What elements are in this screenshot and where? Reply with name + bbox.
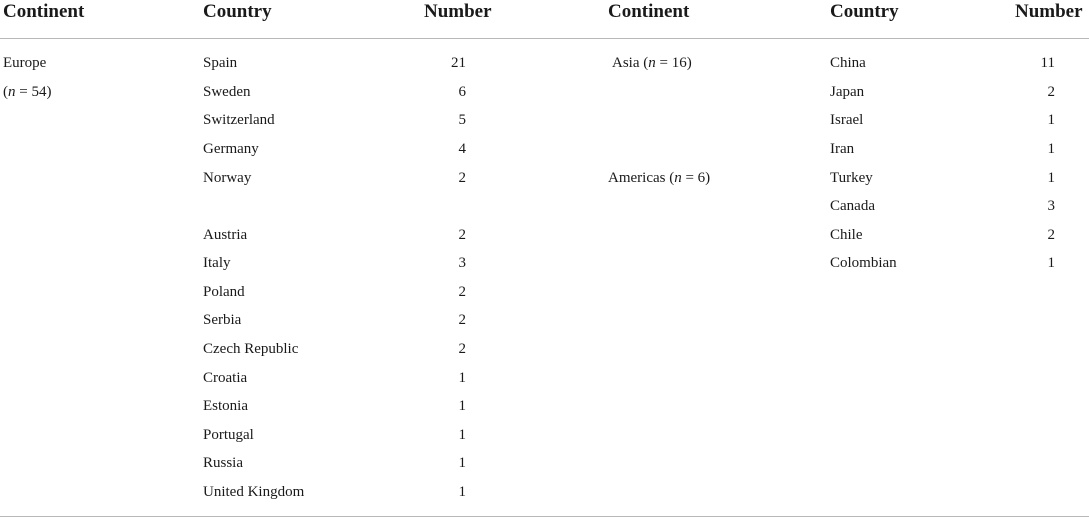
country-cell: Austria [203, 227, 248, 243]
number-cell: 2 [1047, 227, 1055, 243]
number-cell: 21 [451, 55, 466, 71]
country-cell: Spain [203, 55, 238, 71]
country-cell: United Kingdom [203, 484, 305, 500]
number-cell: 1 [458, 427, 466, 443]
country-cell: Israel [830, 112, 864, 128]
number-cell: 1 [458, 398, 466, 414]
continent-europe-count: (n = 54) [3, 84, 52, 100]
country-cell: Serbia [203, 312, 242, 328]
number-cell: 5 [458, 112, 466, 128]
country-cell: Russia [203, 455, 244, 471]
count-value: 54 [31, 84, 47, 100]
continent-europe: Europe [3, 55, 47, 71]
number-cell: 4 [458, 141, 466, 157]
country-cell: Portugal [203, 427, 254, 443]
number-cell: 1 [458, 370, 466, 386]
header-country-left: Country [203, 1, 272, 22]
number-cell: 2 [458, 284, 466, 300]
number-cell: 3 [1047, 198, 1055, 214]
number-cell: 1 [458, 455, 466, 471]
country-cell: Canada [830, 198, 875, 214]
count-variable: n [8, 84, 16, 100]
count-value: = 6) [685, 170, 711, 186]
number-cell: 2 [458, 312, 466, 328]
country-cell: Turkey [830, 170, 873, 186]
number-cell: 2 [458, 170, 466, 186]
continent-americas-label: Americas ( [608, 170, 675, 186]
country-cell: Japan [830, 84, 865, 100]
count-variable: n [674, 170, 682, 186]
country-cell: Chile [830, 227, 863, 243]
country-cell: Estonia [203, 398, 248, 414]
table-bottom-rule [0, 516, 1089, 517]
number-cell: 2 [1047, 84, 1055, 100]
number-cell: 1 [1047, 141, 1055, 157]
number-cell: 2 [458, 341, 466, 357]
country-cell: Croatia [203, 370, 248, 386]
number-cell: 1 [1047, 112, 1055, 128]
country-cell: Switzerland [203, 112, 275, 128]
country-cell: Colombian [830, 255, 897, 271]
country-cell: Poland [203, 284, 245, 300]
continent-asia [612, 54, 692, 72]
header-number-left: Number [424, 1, 492, 22]
number-cell: 1 [1047, 255, 1055, 271]
country-cell: Norway [203, 170, 252, 186]
country-cell: Germany [203, 141, 259, 157]
continent-asia-label: Asia ( [612, 55, 649, 71]
number-cell: 6 [458, 84, 466, 100]
header-continent-left: Continent [3, 1, 85, 22]
number-cell: 3 [458, 255, 466, 271]
count-variable: n [648, 55, 656, 71]
country-cell: Italy [203, 255, 231, 271]
header-number-right: Number [1015, 1, 1083, 22]
continent-americas [608, 169, 710, 187]
country-cell: Iran [830, 141, 855, 157]
number-cell: 1 [1047, 170, 1055, 186]
country-cell: China [830, 55, 866, 71]
number-cell: 2 [458, 227, 466, 243]
country-cell: Czech Republic [203, 341, 299, 357]
header-country-right: Country [830, 1, 899, 22]
number-cell: 11 [1040, 55, 1055, 71]
header-divider [0, 38, 1089, 39]
count-value: = 16) [659, 55, 692, 71]
number-cell: 1 [458, 484, 466, 500]
country-cell: Sweden [203, 84, 251, 100]
header-continent-right: Continent [608, 1, 690, 22]
